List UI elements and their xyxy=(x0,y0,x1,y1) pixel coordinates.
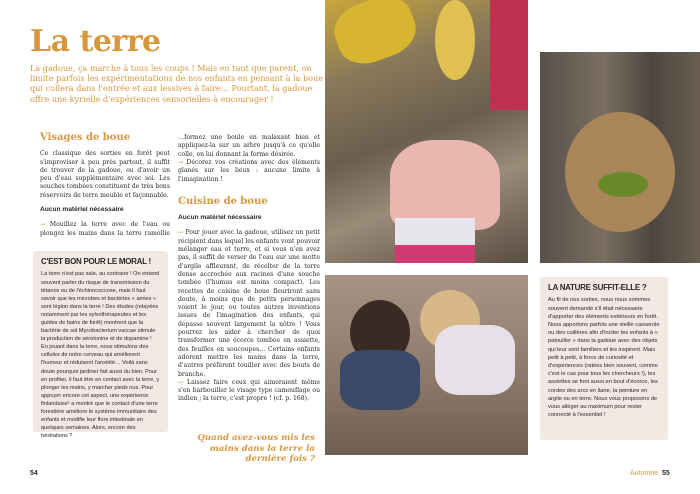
sidebar-box-moral xyxy=(33,251,168,440)
section-subheading: Aucun matériel nécessaire xyxy=(178,214,262,222)
arrow-icon: → xyxy=(178,159,184,166)
sidebar-box-nature xyxy=(540,277,668,440)
step-text: Pour jouer avec la gadoue, utilisez un petit récipient dans lequel les enfants vont pouvoir mélanger eau et terre, et si vous n'en avez pas, il suffit de verser de l'eau sur une motte d'argile affleurant, de récolter de la terre dense accrochée aux racines d'une souche tombée (l'humus est moins compact). Les recettes de cuisine de boue fleuriront sans doute, à moins que de petits personnages voient le jour, ou toutes autres inventions issues de l'imagination des enfants, qui dépasse souvent largement la nôtre ! Vous pourrez les aider à chercher de quoi transformer une écorce tombée en assiette, des feuilles en soucoupes… Certains enfants adorent mettre les mains dans la terre, d'autres préfèrent touiller avec des bouts de branche. xyxy=(178,229,321,378)
photo-child-hand-mud-face xyxy=(325,0,528,263)
season-label: Automne xyxy=(630,470,659,477)
arrow-icon: → xyxy=(178,378,184,386)
section-heading-visages: Visages de boue xyxy=(40,132,131,143)
pull-quote: Quand avez-vous mis les mains dans la terre la dernière fois ? xyxy=(197,433,315,464)
step-text: Mouillez la terre avec de l'eau ou plongez les mains dans la terre ramollie xyxy=(40,221,170,237)
page-number-left: 54 xyxy=(30,470,38,477)
arrow-icon: → xyxy=(40,221,46,229)
page-title: La terre xyxy=(30,24,161,59)
arrow-icon: → xyxy=(178,229,184,237)
section-subheading: Aucun matériel nécessaire xyxy=(40,206,124,214)
left-column xyxy=(40,134,170,244)
middle-column: …formez une boule en malaxant bien et appliquez-la sur un arbre jusqu'à ce qu'elle colle, en lui donnant la forme désirée. → Décorez vos créations avec des éléments glanés sur les lieux : aucune limite à l'imagination ! Cuisine de boue Aucun matériel nécessaire → Pour jouer avec la gadoue, utilisez un petit récipient dans lequel les enfants vont pouvoir mélanger eau et terre, et si vous n'en avez pas, il suffit de verser de l'eau sur une motte d'argile affleurant, de récolter de la terre dense accrochée aux racines d'une souche tombée (l'humus est moins compact). Les recettes de cuisine de boue fleuriront sans doute, à moins que de petits personnages voient le jour, ou toutes autres inventions issues de l'imagination des enfants, qui dépasse souvent largement la nôtre ! Vous pourrez les aider à chercher de quoi transformer une écorce tombée en assiette, des feuilles en soucoupes… Certains enfants adorent mettre les mains dans la terre, d'autres préfèrent touiller avec des bouts de branche. → Laissez faire ceux qui aimeraient même s'en barbouiller le visage type camouflage ou indien ; la terre, c'est propre ! (cf. p. 168). xyxy=(178,134,321,403)
page-number-right: 55 xyxy=(662,470,670,477)
step-text-2: Décorez vos créations avec des éléments glanés sur les lieux : aucune limite à l'imagination ! xyxy=(178,159,321,183)
box-text: Au fil de nos sorties, nous nous sommes souvent demandé s'il était nécessaire d'apporter des éléments extérieurs en forêt. Nous apportons parfois une vieille casserole ou des cuillères afin d'inciter les enfants à « patouiller » dans la gadoue avec des objets qui leur sont familiers et les inspirent. Mais petit à petit, à force de curiosité et d'expériences (ratées bien souvent, comme c'est le cas pour tous les chercheurs !), les assiettes se font aussi en bout d'écorce, les cordes des arcs en liane, la peinture en argile ou en terre. Nous vous proposons de vous alléger au maximum pour rester connecté à l'essentiel ! xyxy=(548,297,660,419)
photo-mud-hedgehog-on-tree xyxy=(540,52,700,263)
section-heading-cuisine: Cuisine de boue xyxy=(178,195,268,207)
box-heading: LA NATURE SUFFIT-ELLE ? xyxy=(548,283,647,292)
box-text: La terre n'est pas sale, au contraire ! On entend souvent parler du risque de transmission du tétanos ou de l'échinococcose, mais il faut savoir que les microbes et bactéries « amies » sont légion dans la terre ! Des études (relayées notamment par les sylvothérapeutes et les guides de bains de forêt) montrent que la bactérie de sol Mycobacterium vaccae stimule la production de sérotonine et de dopamine ! En jouant dans la terre, nous stimulons des cellules de notre cerveau qui améliorent l'humeur et réduisent l'anxiété… Voilà sans doute pourquoi jardiner fait aussi du bien. Pour en profiter, il faut être en contact avec la terre, y plonger les mains, y marcher pieds nus. Pour appuyer encore cet aspect, une expérience finlandaise¹ a montré que le contact d'une terre forestière améliore le système immunitaire des enfants et modifie leur flore intestinale en quelques semaines. Alors, encore des hésitations ? xyxy=(41,271,160,440)
photo-children-playing-in-mud xyxy=(325,275,528,455)
intro-paragraph: La gadoue, ça marche à tous les coups ! Mais en tant que parent, on limite parfois les expérimentations de nos enfants en pensant à la boue qui collera dans l'entrée et aux lessives à faire… Pourtant, la gadoue offre une kyrielle d'expériences sensorielles à encourager ! xyxy=(30,63,323,104)
section-paragraph: Ce classique des sorties en forêt peut s'improviser à peu près partout, il suffit de trouver de la gadoue, ou d'avoir un peu d'eau supplémentaire avec soi. Les souches tombées constituent de très bons réservoirs de terre meuble et façonnable. xyxy=(40,150,170,199)
step-text: Laissez faire ceux qui aimeraient même s'en barbouiller le visage type camouflage ou indien ; la terre, c'est propre ! (cf. p. 168). xyxy=(178,378,321,403)
box-heading: C'EST BON POUR LE MORAL ! xyxy=(41,257,151,266)
